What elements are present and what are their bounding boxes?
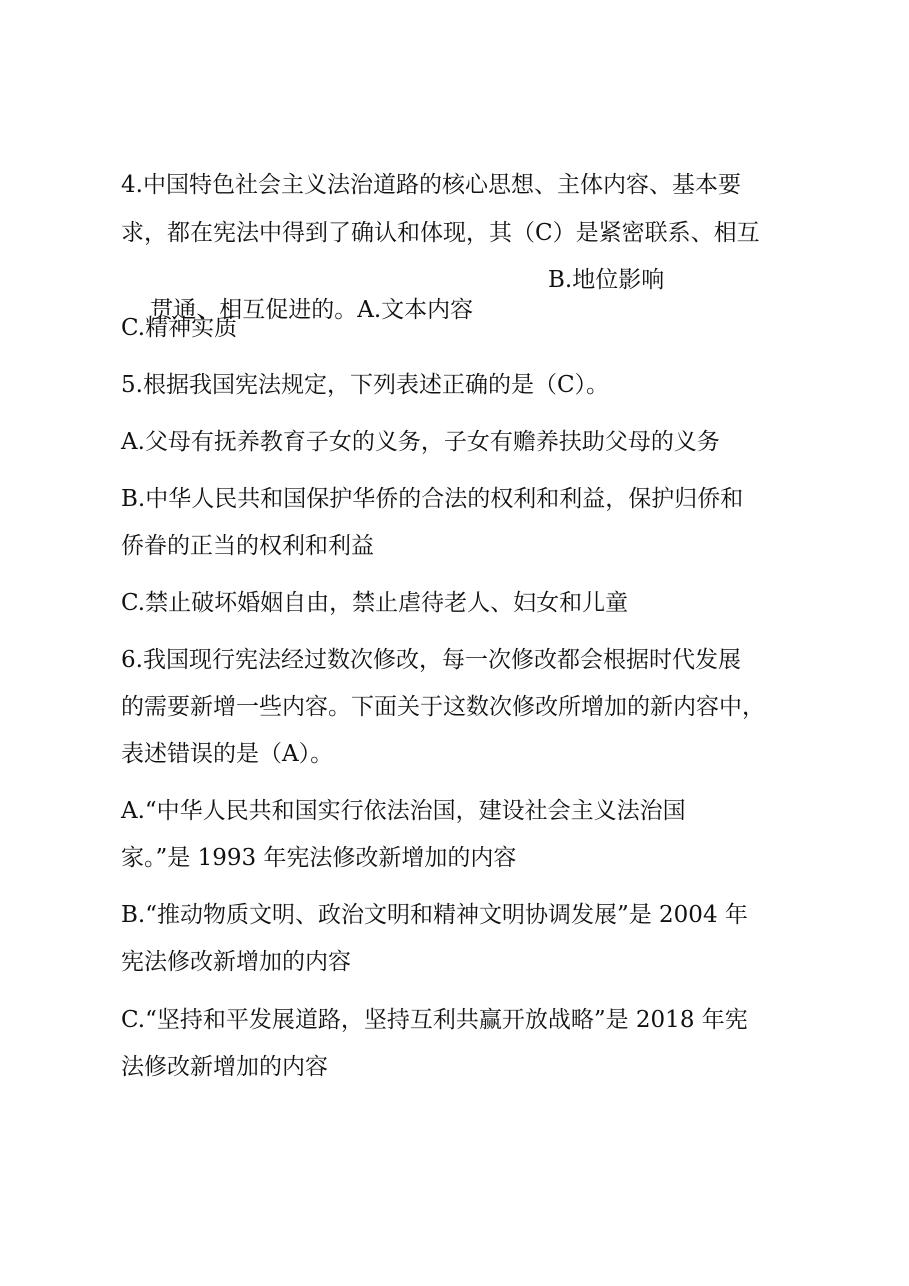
q4-option-c: C.精神实质 <box>121 315 238 341</box>
q6-option-a-line-1: A.“中华人民共和国实行依法治国，建设社会主义法治国 <box>121 798 686 824</box>
q5-option-c: C.禁止破坏婚姻自由，禁止虐待老人、妇女和儿童 <box>121 590 629 616</box>
q6-option-c-line-1: C.“坚持和平发展道路，坚持互利共赢开放战略”是 2018 年宪 <box>121 1007 748 1033</box>
q5-option-a: A.父母有抚养教育子女的义务，子女有赡养扶助父母的义务 <box>121 429 720 455</box>
q4-stem-line-1: 4.中国特色社会主义法治道路的核心思想、主体内容、基本要 <box>121 172 741 198</box>
q6-stem-line-2: 的需要新增一些内容。下面关于这数次修改所增加的新内容中， <box>121 694 765 720</box>
q6-option-c-line-2: 法修改新增加的内容 <box>121 1054 328 1080</box>
q6-option-b-line-2: 宪法修改新增加的内容 <box>121 949 351 975</box>
q6-stem-line-1: 6.我国现行宪法经过数次修改，每一次修改都会根据时代发展 <box>121 647 741 673</box>
q6-option-b-line-1: B.“推动物质文明、政治文明和精神文明协调发展”是 2004 年 <box>121 902 748 928</box>
q4-option-a: 贯通、相互促进的。A.文本内容 <box>150 297 474 323</box>
q4-stem-line-2: 求，都在宪法中得到了确认和体现，其（C）是紧密联系、相互 <box>121 220 760 246</box>
q5-option-b-line-2: 侨眷的正当的权利和利益 <box>121 533 374 559</box>
q4-option-b: B.地位影响 <box>548 267 665 293</box>
q6-option-a-line-2: 家。”是 1993 年宪法修改新增加的内容 <box>121 845 517 871</box>
q5-stem: 5.根据我国宪法规定，下列表述正确的是（C）。 <box>121 372 610 398</box>
q5-option-b-line-1: B.中华人民共和国保护华侨的合法的权利和利益，保护归侨和 <box>121 486 744 512</box>
q6-stem-line-3: 表述错误的是（A）。 <box>121 741 334 767</box>
